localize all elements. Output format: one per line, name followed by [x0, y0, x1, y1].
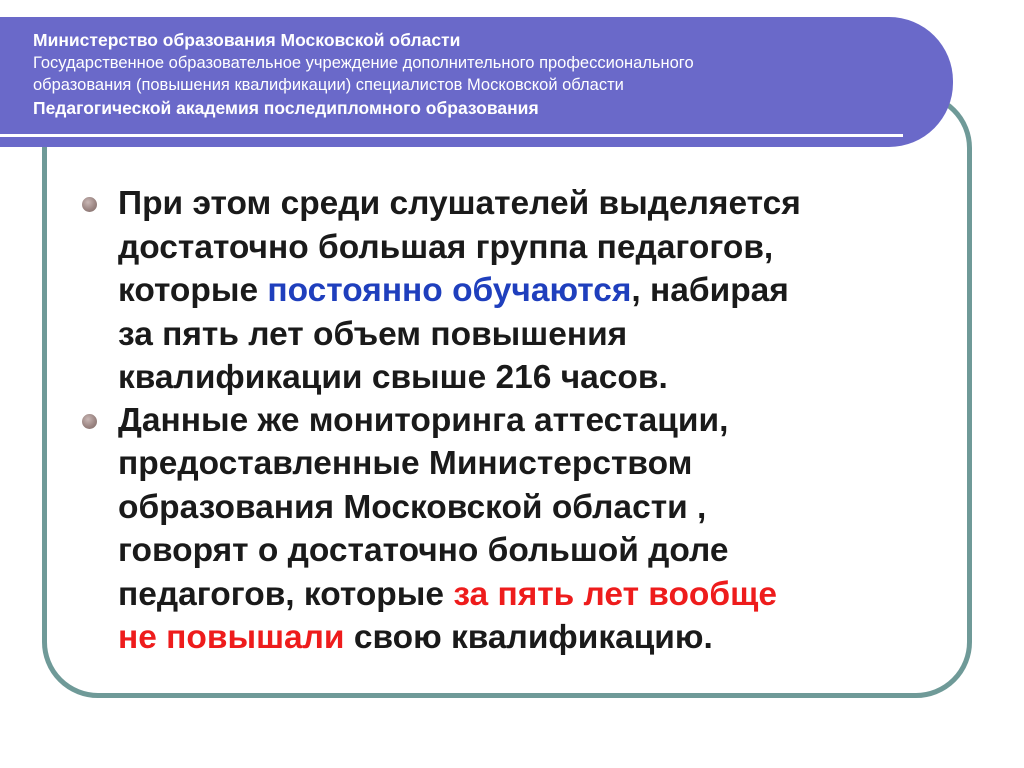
header-academy: Педагогической академия последипломного образования [33, 98, 539, 118]
bullet-icon [82, 197, 97, 212]
bullet-2-line-6-end: свою квалификацию. [344, 619, 713, 656]
bullet-item-2 [82, 399, 962, 660]
bullet-2-line-3: образования Московской области , [118, 488, 707, 526]
bullet-2-line-4: говорят о достаточно большой доле [118, 532, 729, 569]
bullet-2-line-5-start: педагогов, которые [118, 575, 454, 613]
highlight-blue-text: постоянно обучаются [267, 272, 632, 309]
bullet-1-line-4: за пять лет объем повышения [118, 315, 628, 353]
highlight-red-text: за пять лет вообще [453, 575, 777, 613]
header-divider [0, 134, 903, 137]
highlight-red-text-2: не повышали [118, 619, 345, 656]
bullet-1-line-5: квалификации свыше 216 часов. [118, 359, 668, 396]
bullet-2-line-2: предоставленные Министерством [118, 445, 693, 482]
header-ministry: Министерство образования Московской области [33, 30, 461, 50]
bullet-2-line-1: Данные же мониторинга аттестации, [118, 401, 729, 439]
bullet-1-line-3-end: , набирая [631, 272, 789, 309]
bullet-2-line-6 [118, 616, 962, 660]
bullet-1-line-2: достаточно большая группа педагогов, [118, 228, 774, 266]
bullet-1-line-3-start: которые [118, 272, 268, 309]
header-institution-line2: образования (повышения квалификации) специалистов Московской области [33, 76, 624, 94]
bullet-1-line-3 [118, 269, 962, 313]
bullet-1-line-1: При этом среди слушателей выделяется [118, 185, 801, 222]
bullet-item-1 [82, 182, 962, 400]
bullet-2-line-5 [118, 573, 962, 617]
slide-header [0, 17, 953, 147]
header-institution-line1: Государственное образовательное учреждение дополнительного профессионального [33, 54, 694, 72]
bullet-icon [82, 414, 97, 429]
slide-body [82, 182, 962, 659]
